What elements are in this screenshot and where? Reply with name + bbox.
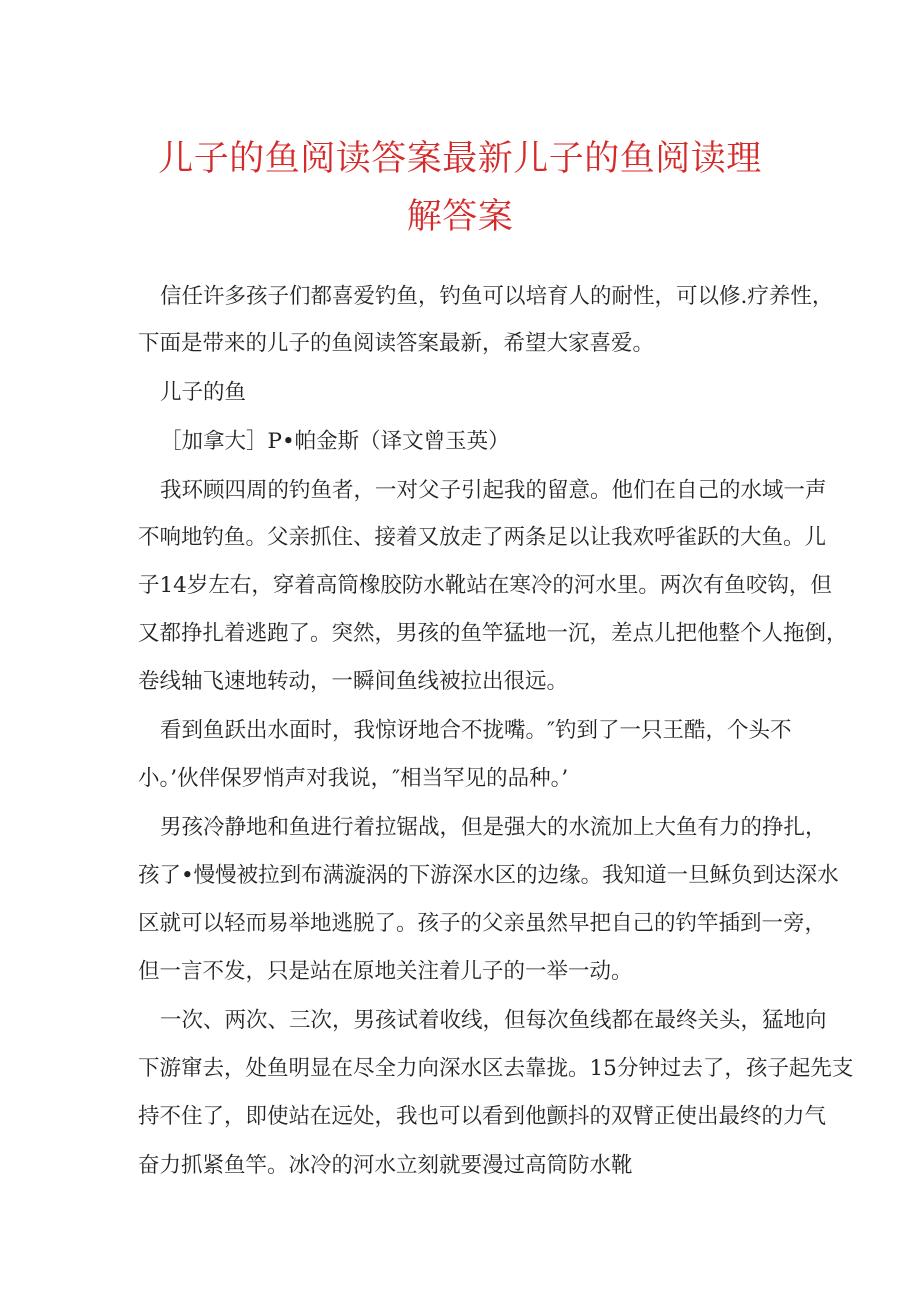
paragraph-line: 卷线轴飞速地转动，一瞬间鱼线被拉出很远。 (138, 669, 569, 694)
paragraph-line: 我环顾四周的钓鱼者，一对父子引起我的留意。他们在自己的水域一声 (160, 478, 827, 503)
section-heading: 儿子的鱼 (160, 380, 247, 405)
paragraph-line: 子14岁左右，穿着高筒橡胶防水靴站在寒冷的河水里。两次有鱼咬钩，但 (138, 573, 832, 598)
paragraph-line: 男孩冷静地和鱼进行着拉锯战，但是强大的水流加上大鱼有力的挣扎， (160, 815, 827, 840)
paragraph-line: 看到鱼跃出水面时，我惊讶地合不拢嘴。″钓到了一只王酷，个头不 (160, 718, 792, 743)
paragraph-line: 区就可以轻而易举地逃脱了。孩子的父亲虽然早把自己的钓竿插到一旁， (138, 911, 827, 936)
paragraph-line: 下面是带来的儿子的鱼阅读答案最新，希望大家喜爱。 (138, 331, 655, 356)
author-line: ［加拿大］P•帕金斯（译文曾玉英） (160, 429, 510, 454)
paragraph-line: 持不住了，即使站在远处，我也可以看到他颤抖的双臂正使出最终的力气 (138, 1104, 827, 1129)
paragraph-line: 奋力抓紧鱼竿。冰冷的河水立刻就要漫过高筒防水靴 (138, 1153, 633, 1178)
paragraph-line: 下游窜去，处鱼明显在尽全力向深水区去靠拢。15分钟过去了，孩子起先支 (138, 1056, 854, 1081)
paragraph-line: 信任许多孩子们都喜爱钓鱼，钓鱼可以培育人的耐性，可以修.疗养性， (160, 284, 834, 309)
paragraph-line: 孩了•慢慢被拉到布满漩涡的下游深水区的边缘。我知道一旦稣负到达深水 (138, 863, 839, 888)
paragraph-line: 小。’伙伴保罗悄声对我说，″相当罕见的品种。’ (138, 766, 569, 791)
paragraph-line: 又都挣扎着逃跑了。突然，男孩的鱼竿猛地一沉，差点儿把他整个人拖倒， (138, 621, 848, 646)
document-title-line-2: 解答案 (406, 197, 514, 237)
paragraph-line: 不响地钓鱼。父亲抓住、接着又放走了两条足以让我欢呼雀跃的大鱼。儿 (138, 525, 827, 550)
paragraph-line: 一次、两次、三次，男孩试着收线，但每次鱼线都在最终关头，猛地向 (160, 1008, 827, 1033)
paragraph-line: 但一言不发，只是站在原地关注着儿子的一举一动。 (138, 959, 633, 984)
document-title-line-1: 儿子的鱼阅读答案最新儿子的鱼阅读理 (158, 139, 762, 179)
